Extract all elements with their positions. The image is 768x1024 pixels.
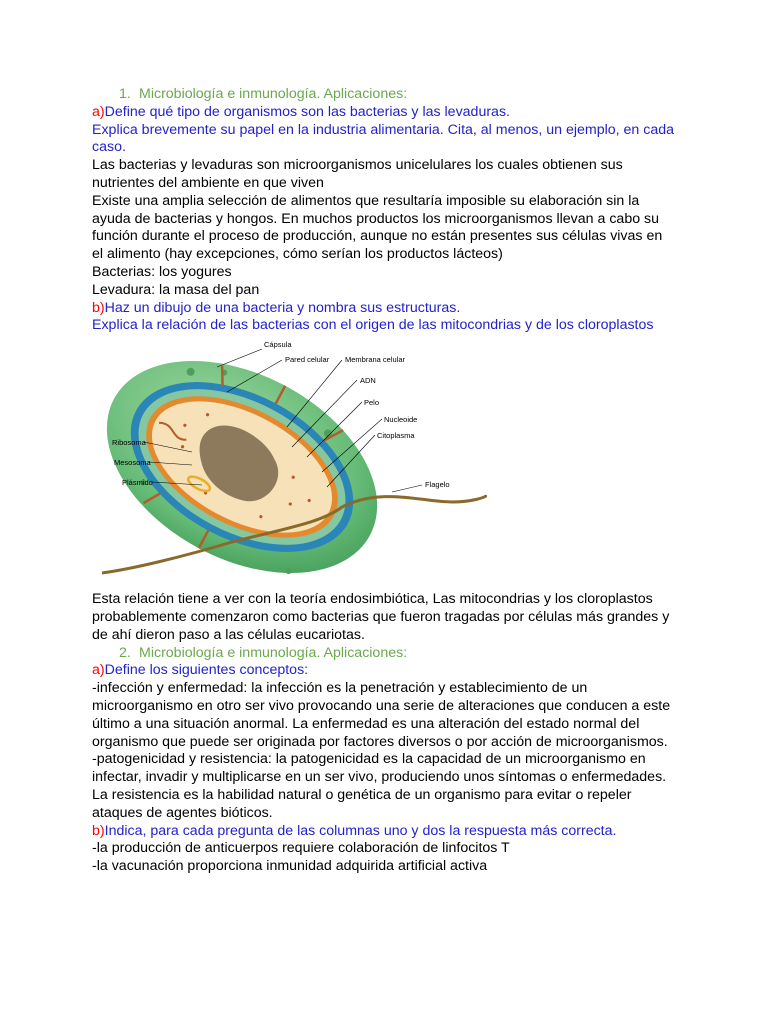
answer-2a-line: -infección y enfermedad: la infección es la penetración y establecimiento de un [92,680,588,697]
answer-1b-line: Esta relación tiene a ver con la teoría endosimbiótica, Las mitocondrias y los cloroplastos [92,591,653,608]
label-nucleoide: Nucleoide [384,415,418,425]
answer-1a-line: Levadura: la masa del pan [92,281,260,298]
answer-2b-line: -la vacunación proporciona inmunidad adquirida artificial activa [92,858,488,875]
answer-1a-line: Las bacterias y levaduras son microorganismos unicelulares los cuales obtienen sus [92,157,623,174]
answer-1b-line: probablemente comenzaron como bacterias que fueron tragadas por células más grandes y [92,608,670,625]
question-2b [92,823,692,841]
label-membrana-celular: Membrana celular [345,355,406,365]
answer-1a-line: función durante el proceso de producción, aunque no están presentes sus células vivas en [92,228,663,245]
section-1-heading [92,86,692,104]
answer-1a-line: ayuda de bacterias y hongos. En muchos productos los microorganismos llevan a cabo su [92,210,660,227]
label-flagelo: Flagelo [425,480,450,490]
question-2b-text: Indica, para cada pregunta de las columnas uno y dos la respuesta más correcta. [104,822,617,839]
answer-2a-line: La resistencia es la habilidad natural o genética de un organismo para evitar o repeler [92,786,632,803]
question-1a-text: Define qué tipo de organismos son las bacterias y las levaduras. [104,103,510,120]
label-pelo: Pelo [364,398,380,408]
section-1-number: 1. [119,86,131,102]
section-2-heading [92,645,692,663]
answer-1a-line: nutrientes del ambiente en que viven [92,174,324,191]
question-1a-line-2: Explica brevemente su papel en la industria alimentaria. Cita, al menos, un ejemplo, en cada [92,121,675,138]
question-2b-letter: b) [92,822,105,839]
answer-1a-line: Bacterias: los yogures [92,263,232,280]
answer-2a-line: último a una situación anormal. La enfermedad es una alteración del estado normal del [92,715,640,732]
answer-2a-line: microorganismo en otro ser vivo provocando una serie de alteraciones que conducen a este [92,697,671,714]
answer-2a-line: infectar, invadir y multiplicarse en un ser vivo, produciendo unos síntomas o enfermedades. [92,769,667,786]
question-2a-letter: a) [92,662,105,679]
label-citoplasma: Citoplasma [377,431,415,441]
label-adn: ADN [360,376,376,386]
section-1-title: Microbiología e inmunología. Aplicaciones: [139,86,408,102]
label-mesosoma: Mesosoma [114,458,151,468]
answer-2b-line: -la producción de anticuerpos requiere colaboración de linfocitos T [92,840,510,857]
answer-1a-line: el alimento (hay excepciones, cómo serían los productos lácteos) [92,246,503,263]
section-2-number: 2. [119,644,131,661]
answer-1a-line: Existe una amplia selección de alimentos que resultaría imposible su elaboración sin la [92,192,640,209]
answer-1b-line: de ahí dieron paso a las células eucariotas. [92,626,365,643]
section-2-title: Microbiología e inmunología. Aplicaciones: [139,644,408,661]
question-2a [92,662,692,680]
question-1a [92,104,692,122]
label-capsula: Cápsula [264,340,292,350]
bacteria-diagram [92,337,487,589]
answer-2a-line: organismo que puede ser originada por factores diversos o por acción de microorganismos. [92,733,668,750]
label-ribosoma: Ribosoma [112,438,146,448]
label-plasmido: Plásmido [122,478,153,488]
label-pared-celular: Pared celular [285,355,330,365]
answer-2a-line: -patogenicidad y resistencia: la patogenicidad es la capacidad de un microorganismo en [92,751,646,768]
question-1a-line-3: caso. [92,139,126,156]
bacteria-illustration [92,337,487,589]
document-page [92,86,692,876]
answer-2a-line: ataques de agentes bióticos. [92,804,273,821]
question-1b [92,300,692,318]
question-1b-line-2: Explica la relación de las bacterias con el origen de las mitocondrias y de los cloroplastos [92,317,654,334]
question-1b-letter: b) [92,299,105,316]
question-1b-text: Haz un dibujo de una bacteria y nombra sus estructuras. [104,299,461,316]
question-2a-text: Define los siguientes conceptos: [104,662,309,679]
question-1a-letter: a) [92,103,105,120]
